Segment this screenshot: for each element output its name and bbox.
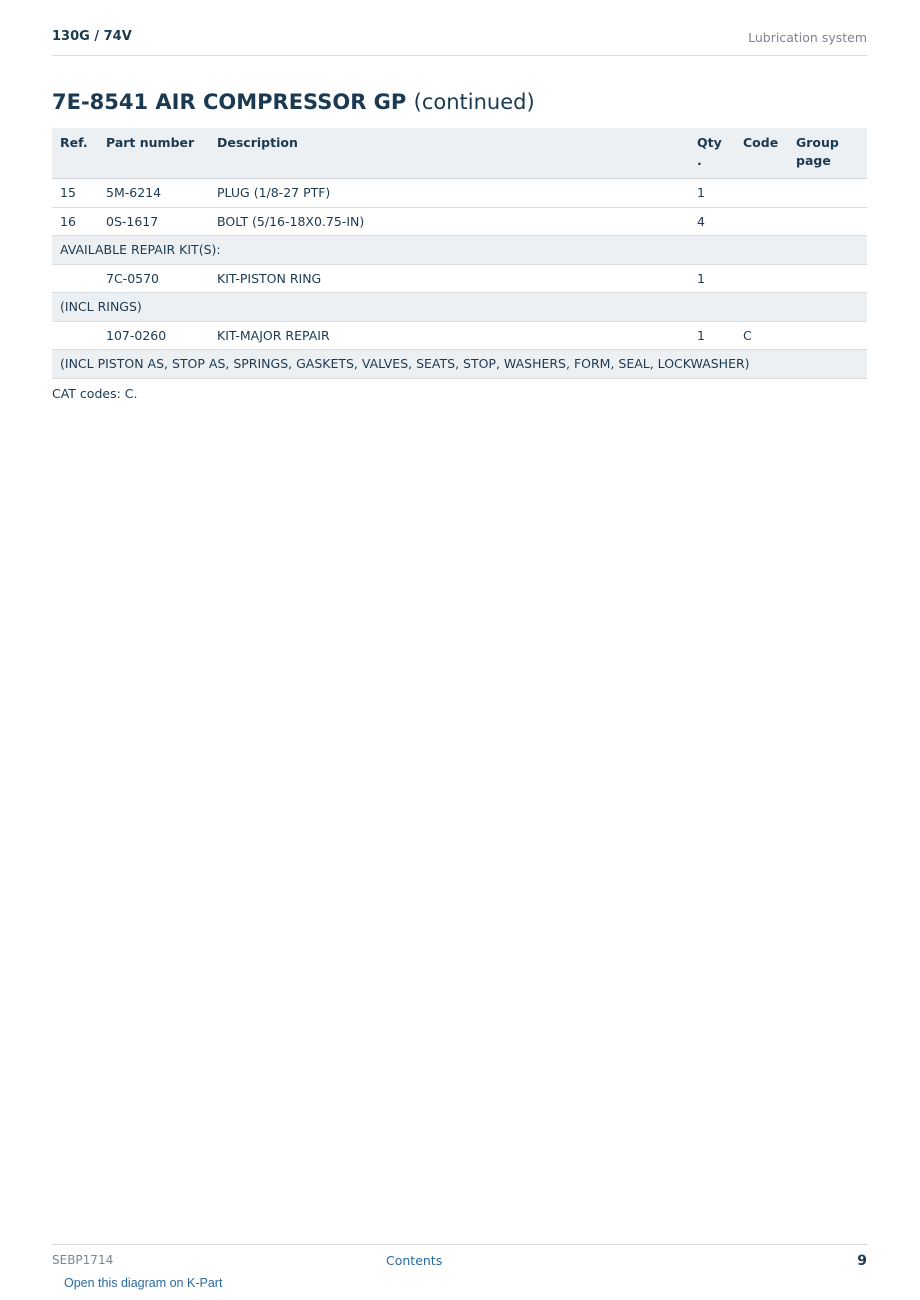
cell-qty: 1	[689, 179, 735, 208]
cell-group-page	[788, 179, 867, 208]
note-text: (INCL RINGS)	[52, 293, 867, 322]
cell-group-page	[788, 321, 867, 350]
cat-codes-note: CAT codes: C.	[52, 386, 138, 401]
cell-description: PLUG (1/8-27 PTF)	[209, 179, 689, 208]
cell-part-number: 5M-6214	[98, 179, 209, 208]
contents-link[interactable]: Contents	[386, 1253, 443, 1268]
cell-qty: 1	[689, 321, 735, 350]
cell-part-number: 107-0260	[98, 321, 209, 350]
cell-group-page	[788, 207, 867, 236]
cell-code	[735, 179, 788, 208]
table-note-row	[52, 236, 867, 265]
column-header-ref: Ref.	[52, 128, 98, 179]
section-label: Lubrication system	[748, 30, 867, 45]
column-header-part-number: Part number	[98, 128, 209, 179]
cell-code: C	[735, 321, 788, 350]
cell-part-number: 0S-1617	[98, 207, 209, 236]
table-note-row	[52, 350, 867, 379]
cell-ref: 16	[52, 207, 98, 236]
page-title-suffix: (continued)	[413, 90, 535, 114]
table-header-row	[52, 128, 867, 179]
column-header-description: Description	[209, 128, 689, 179]
table-row	[52, 321, 867, 350]
cell-qty: 4	[689, 207, 735, 236]
column-header-qty: Qty .	[689, 128, 735, 179]
page-footer	[52, 1244, 867, 1274]
cell-ref: 15	[52, 179, 98, 208]
note-text: (INCL PISTON AS, STOP AS, SPRINGS, GASKETS, VALVES, SEATS, STOP, WASHERS, FORM, SEAL, LOCKWASHER)	[52, 350, 867, 379]
note-text: AVAILABLE REPAIR KIT(S):	[52, 236, 867, 265]
table-row	[52, 264, 867, 293]
document-id: SEBP1714	[52, 1253, 114, 1267]
table-note-row	[52, 293, 867, 322]
cell-description: KIT-MAJOR REPAIR	[209, 321, 689, 350]
column-header-group-page: Group page	[788, 128, 867, 179]
model-label: 130G / 74V	[52, 29, 132, 44]
cell-group-page	[788, 264, 867, 293]
cell-ref	[52, 321, 98, 350]
cell-ref	[52, 264, 98, 293]
page-number: 9	[857, 1253, 867, 1269]
column-header-code: Code	[735, 128, 788, 179]
table-row	[52, 179, 867, 208]
cell-qty: 1	[689, 264, 735, 293]
page-header	[52, 28, 867, 56]
cell-description: BOLT (5/16-18X0.75-IN)	[209, 207, 689, 236]
page-title	[52, 90, 535, 114]
cell-part-number: 7C-0570	[98, 264, 209, 293]
cell-description: KIT-PISTON RING	[209, 264, 689, 293]
page-title-main: 7E-8541 AIR COMPRESSOR GP	[52, 90, 407, 114]
open-diagram-kpart-link[interactable]: Open this diagram on K-Part	[64, 1276, 223, 1290]
table-row	[52, 207, 867, 236]
cell-code	[735, 207, 788, 236]
cell-code	[735, 264, 788, 293]
parts-table	[52, 128, 867, 379]
